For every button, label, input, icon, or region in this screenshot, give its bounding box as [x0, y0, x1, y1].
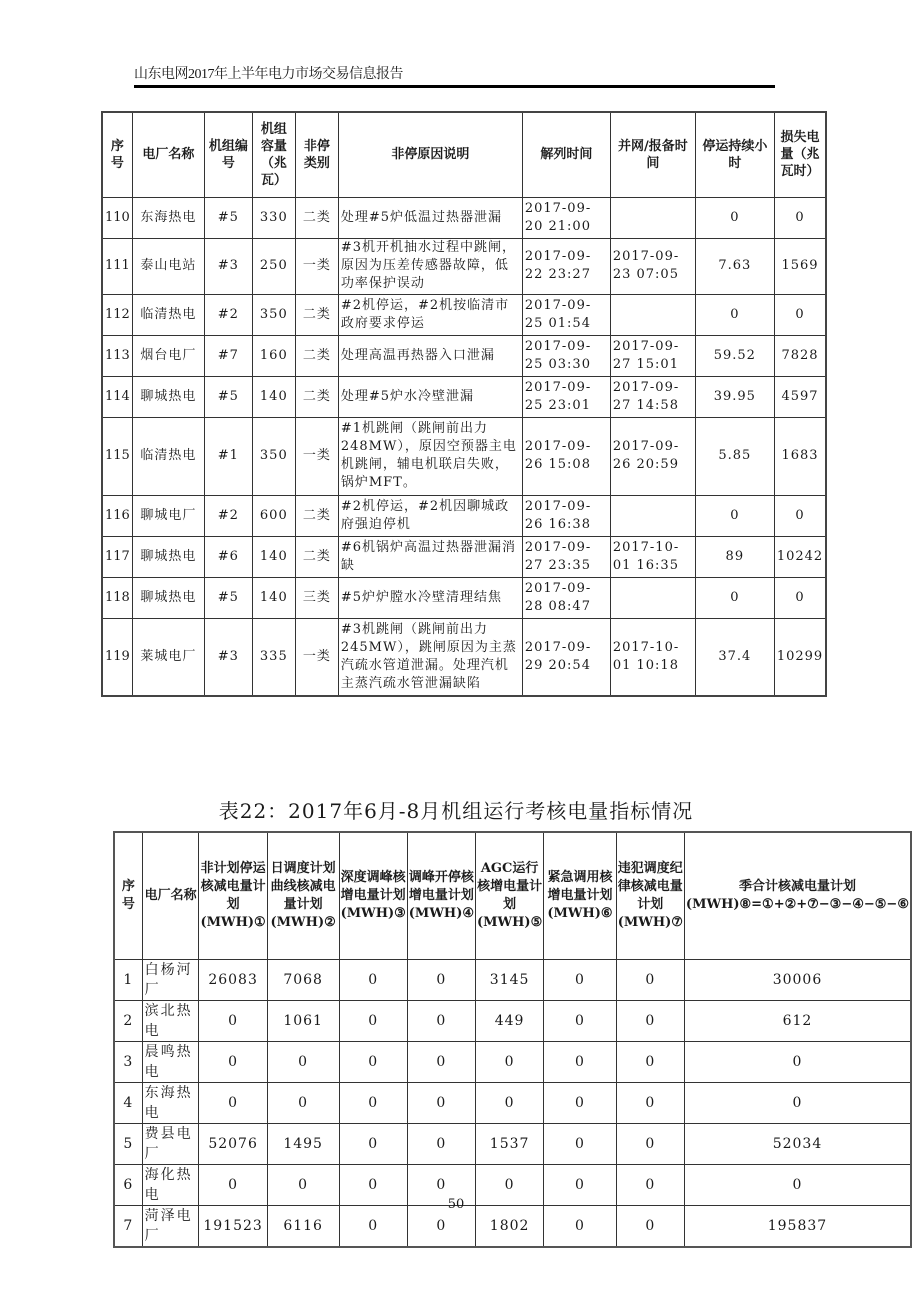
outage-category-cell: 一类: [295, 417, 338, 495]
on-grid-time-cell: 2017-09-26 20:59: [610, 417, 695, 495]
peak-startstop-cell: 0: [407, 1082, 475, 1123]
deep-peak-cell: 0: [339, 1123, 407, 1164]
col-header-on-time: 并网/报备时间: [610, 112, 695, 197]
deep-peak-cell: 0: [339, 1082, 407, 1123]
unit-number-cell: #5: [204, 376, 252, 417]
outage-reason-cell: #3机跳闸（跳闸前出力245MW），跳闸原因为主蒸汽疏水管道泄漏。处理汽机主蒸汽疏水管泄漏缺陷: [338, 618, 522, 696]
unit-number-cell: #1: [204, 417, 252, 495]
capacity-cell: 600: [252, 495, 295, 536]
agc-cell: 0: [476, 1082, 544, 1123]
violation-cell: 0: [616, 1164, 684, 1205]
outage-hours-cell: 0: [695, 495, 774, 536]
outage-table: [101, 111, 827, 697]
table-row: [102, 417, 826, 495]
energy-loss-cell: 0: [774, 197, 826, 238]
quarter-total-cell: 0: [684, 1041, 911, 1082]
emergency-cell: 0: [544, 1123, 616, 1164]
off-grid-time-cell: 2017-09-25 03:30: [522, 335, 610, 376]
table-row: [102, 238, 826, 294]
outage-hours-cell: 37.4: [695, 618, 774, 696]
outage-hours-cell: 5.85: [695, 417, 774, 495]
deep-peak-cell: 0: [339, 959, 407, 1000]
agc-cell: 0: [476, 1164, 544, 1205]
capacity-cell: 250: [252, 238, 295, 294]
quarter-total-cell: 0: [684, 1082, 911, 1123]
unit-number-cell: #6: [204, 536, 252, 577]
quarter-total-cell: 0: [684, 1164, 911, 1205]
row-number-cell: 118: [102, 577, 132, 618]
table-row: [102, 495, 826, 536]
outage-category-cell: 二类: [295, 495, 338, 536]
row-number-cell: 112: [102, 294, 132, 335]
off-grid-time-cell: 2017-09-20 21:00: [522, 197, 610, 238]
capacity-cell: 140: [252, 376, 295, 417]
deep-peak-cell: 0: [339, 1041, 407, 1082]
col-header-agc: AGC运行核增电量计划(MWH)⑤: [476, 832, 544, 959]
col-header-daily-dispatch: 日调度计划曲线核减电量计划(MWH)②: [267, 832, 339, 959]
agc-cell: 449: [476, 1000, 544, 1041]
col-header-off-time: 解列时间: [522, 112, 610, 197]
deep-peak-cell: 0: [339, 1164, 407, 1205]
outage-hours-cell: 0: [695, 577, 774, 618]
plant-name-cell: 莱城电厂: [132, 618, 204, 696]
outage-category-cell: 二类: [295, 335, 338, 376]
row-number-cell: 3: [114, 1041, 142, 1082]
emergency-cell: 0: [544, 1000, 616, 1041]
on-grid-time-cell: 2017-10-01 16:35: [610, 536, 695, 577]
outage-reason-cell: 处理高温再热器入口泄漏: [338, 335, 522, 376]
capacity-cell: 160: [252, 335, 295, 376]
plant-name-cell: 聊城热电: [132, 577, 204, 618]
row-number-cell: 110: [102, 197, 132, 238]
row-number-cell: 111: [102, 238, 132, 294]
outage-category-cell: 一类: [295, 238, 338, 294]
row-number-cell: 116: [102, 495, 132, 536]
plant-name-cell: 泰山电站: [132, 238, 204, 294]
col-header-deep-peak: 深度调峰核增电量计划(MWH)③: [339, 832, 407, 959]
unit-number-cell: #7: [204, 335, 252, 376]
violation-cell: 0: [616, 1000, 684, 1041]
plant-name-cell: 费县电厂: [142, 1123, 199, 1164]
outage-reason-cell: 处理#5炉低温过热器泄漏: [338, 197, 522, 238]
daily-dispatch-cell: 0: [267, 1082, 339, 1123]
violation-cell: 0: [616, 959, 684, 1000]
table-row: [102, 618, 826, 696]
unit-number-cell: #3: [204, 618, 252, 696]
agc-cell: 1537: [476, 1123, 544, 1164]
off-grid-time-cell: 2017-09-26 16:38: [522, 495, 610, 536]
plant-name-cell: 东海热电: [132, 197, 204, 238]
unplanned-outage-cell: 0: [199, 1041, 267, 1082]
outage-hours-cell: 7.63: [695, 238, 774, 294]
plant-name-cell: 聊城热电: [132, 376, 204, 417]
table-row: [102, 335, 826, 376]
energy-loss-cell: 1569: [774, 238, 826, 294]
energy-loss-cell: 10299: [774, 618, 826, 696]
table-row: [102, 376, 826, 417]
peak-startstop-cell: 0: [407, 1000, 475, 1041]
table-row: [114, 1000, 911, 1041]
agc-cell: 1802: [476, 1205, 544, 1247]
plant-name-cell: 东海热电: [142, 1082, 199, 1123]
table-row: [102, 536, 826, 577]
col-header-loss: 损失电量（兆瓦时）: [774, 112, 826, 197]
row-number-cell: 115: [102, 417, 132, 495]
deep-peak-cell: 0: [339, 1205, 407, 1247]
row-number-cell: 119: [102, 618, 132, 696]
plant-name-cell: 晨鸣热电: [142, 1041, 199, 1082]
assessment-table-header-row: [114, 832, 911, 959]
plant-name-cell: 临清热电: [132, 294, 204, 335]
daily-dispatch-cell: 7068: [267, 959, 339, 1000]
unplanned-outage-cell: 26083: [199, 959, 267, 1000]
on-grid-time-cell: [610, 294, 695, 335]
off-grid-time-cell: 2017-09-26 15:08: [522, 417, 610, 495]
table-row: [114, 1041, 911, 1082]
capacity-cell: 140: [252, 577, 295, 618]
energy-loss-cell: 10242: [774, 536, 826, 577]
table-row: [114, 959, 911, 1000]
daily-dispatch-cell: 6116: [267, 1205, 339, 1247]
on-grid-time-cell: [610, 577, 695, 618]
capacity-cell: 350: [252, 417, 295, 495]
table-caption: 表22：2017年6月-8月机组运行考核电量指标情况: [218, 799, 694, 823]
outage-category-cell: 二类: [295, 376, 338, 417]
col-header-unplanned-outage: 非计划停运核减电量计划(MWH)①: [199, 832, 267, 959]
energy-loss-cell: 4597: [774, 376, 826, 417]
emergency-cell: 0: [544, 1205, 616, 1247]
header-rule: [134, 85, 775, 88]
energy-loss-cell: 0: [774, 294, 826, 335]
report-header-title: 山东电网2017年上半年电力市场交易信息报告: [134, 67, 403, 82]
capacity-cell: 350: [252, 294, 295, 335]
off-grid-time-cell: 2017-09-25 23:01: [522, 376, 610, 417]
page-number: 50: [447, 1197, 465, 1212]
emergency-cell: 0: [544, 1082, 616, 1123]
capacity-cell: 335: [252, 618, 295, 696]
plant-name-cell: 聊城热电: [132, 536, 204, 577]
table-row: [102, 577, 826, 618]
unit-number-cell: #2: [204, 495, 252, 536]
unit-number-cell: #2: [204, 294, 252, 335]
col-header-hours: 停运持续小时: [695, 112, 774, 197]
violation-cell: 0: [616, 1123, 684, 1164]
violation-cell: 0: [616, 1082, 684, 1123]
table-row: [102, 294, 826, 335]
energy-loss-cell: 0: [774, 577, 826, 618]
outage-hours-cell: 59.52: [695, 335, 774, 376]
row-number-cell: 117: [102, 536, 132, 577]
off-grid-time-cell: 2017-09-25 01:54: [522, 294, 610, 335]
energy-loss-cell: 0: [774, 495, 826, 536]
row-number-cell: 2: [114, 1000, 142, 1041]
unplanned-outage-cell: 191523: [199, 1205, 267, 1247]
col-header-capacity: 机组容量（兆瓦）: [252, 112, 295, 197]
plant-name-cell: 白杨河厂: [142, 959, 199, 1000]
outage-category-cell: 二类: [295, 294, 338, 335]
energy-loss-cell: 1683: [774, 417, 826, 495]
col-header-quarter-total: 季合计核减电量计划(MWH)⑧=①+②+⑦−③−④−⑤−⑥: [684, 832, 911, 959]
outage-category-cell: 二类: [295, 536, 338, 577]
unplanned-outage-cell: 52076: [199, 1123, 267, 1164]
agc-cell: 0: [476, 1041, 544, 1082]
quarter-total-cell: 195837: [684, 1205, 911, 1247]
daily-dispatch-cell: 1061: [267, 1000, 339, 1041]
emergency-cell: 0: [544, 1041, 616, 1082]
energy-loss-cell: 7828: [774, 335, 826, 376]
table-row: [114, 1082, 911, 1123]
peak-startstop-cell: 0: [407, 1041, 475, 1082]
outage-hours-cell: 0: [695, 294, 774, 335]
off-grid-time-cell: 2017-09-29 20:54: [522, 618, 610, 696]
daily-dispatch-cell: 0: [267, 1164, 339, 1205]
outage-reason-cell: #1机跳闸（跳闸前出力248MW），原因空预器主电机跳闸，辅电机联启失败，锅炉MFT。: [338, 417, 522, 495]
on-grid-time-cell: [610, 197, 695, 238]
col-header-plant: 电厂名称: [142, 832, 199, 959]
peak-startstop-cell: 0: [407, 959, 475, 1000]
assessment-table: [113, 831, 912, 1248]
on-grid-time-cell: 2017-09-27 14:58: [610, 376, 695, 417]
col-header-plant: 电厂名称: [132, 112, 204, 197]
unplanned-outage-cell: 0: [199, 1082, 267, 1123]
outage-category-cell: 二类: [295, 197, 338, 238]
off-grid-time-cell: 2017-09-28 08:47: [522, 577, 610, 618]
violation-cell: 0: [616, 1205, 684, 1247]
outage-category-cell: 一类: [295, 618, 338, 696]
agc-cell: 3145: [476, 959, 544, 1000]
peak-startstop-cell: 0: [407, 1164, 475, 1205]
outage-hours-cell: 89: [695, 536, 774, 577]
row-number-cell: 113: [102, 335, 132, 376]
outage-reason-cell: #2机停运，#2机因聊城政府强迫停机: [338, 495, 522, 536]
violation-cell: 0: [616, 1041, 684, 1082]
daily-dispatch-cell: 1495: [267, 1123, 339, 1164]
col-header-emergency: 紧急调用核增电量计划(MWH)⑥: [544, 832, 616, 959]
off-grid-time-cell: 2017-09-22 23:27: [522, 238, 610, 294]
plant-name-cell: 聊城电厂: [132, 495, 204, 536]
capacity-cell: 140: [252, 536, 295, 577]
unit-number-cell: #5: [204, 197, 252, 238]
quarter-total-cell: 30006: [684, 959, 911, 1000]
peak-startstop-cell: 0: [407, 1205, 475, 1247]
unplanned-outage-cell: 0: [199, 1164, 267, 1205]
quarter-total-cell: 612: [684, 1000, 911, 1041]
plant-name-cell: 临清热电: [132, 417, 204, 495]
daily-dispatch-cell: 0: [267, 1041, 339, 1082]
row-number-cell: 5: [114, 1123, 142, 1164]
peak-startstop-cell: 0: [407, 1123, 475, 1164]
quarter-total-cell: 52034: [684, 1123, 911, 1164]
outage-table-header-row: [102, 112, 826, 197]
emergency-cell: 0: [544, 959, 616, 1000]
outage-hours-cell: 0: [695, 197, 774, 238]
col-header-reason: 非停原因说明: [338, 112, 522, 197]
outage-reason-cell: #5炉炉膛水冷壁清理结焦: [338, 577, 522, 618]
unit-number-cell: #5: [204, 577, 252, 618]
col-header-unit: 机组编号: [204, 112, 252, 197]
plant-name-cell: 滨北热电: [142, 1000, 199, 1041]
row-number-cell: 4: [114, 1082, 142, 1123]
unit-number-cell: #3: [204, 238, 252, 294]
outage-category-cell: 三类: [295, 577, 338, 618]
col-header-category: 非停类别: [295, 112, 338, 197]
table-row: [102, 197, 826, 238]
col-header-no: 序号: [114, 832, 142, 959]
plant-name-cell: 菏泽电厂: [142, 1205, 199, 1247]
on-grid-time-cell: 2017-10-01 10:18: [610, 618, 695, 696]
outage-hours-cell: 39.95: [695, 376, 774, 417]
col-header-violation: 违犯调度纪律核减电量计划(MWH)⑦: [616, 832, 684, 959]
row-number-cell: 114: [102, 376, 132, 417]
on-grid-time-cell: 2017-09-27 15:01: [610, 335, 695, 376]
plant-name-cell: 烟台电厂: [132, 335, 204, 376]
row-number-cell: 7: [114, 1205, 142, 1247]
outage-reason-cell: #3机开机抽水过程中跳闸，原因为压差传感器故障，低功率保护误动: [338, 238, 522, 294]
col-header-peak-startstop: 调峰开停核增电量计划(MWH)④: [407, 832, 475, 959]
outage-reason-cell: #6机锅炉高温过热器泄漏消缺: [338, 536, 522, 577]
capacity-cell: 330: [252, 197, 295, 238]
on-grid-time-cell: 2017-09-23 07:05: [610, 238, 695, 294]
unplanned-outage-cell: 0: [199, 1000, 267, 1041]
outage-reason-cell: 处理#5炉水冷壁泄漏: [338, 376, 522, 417]
on-grid-time-cell: [610, 495, 695, 536]
row-number-cell: 1: [114, 959, 142, 1000]
emergency-cell: 0: [544, 1164, 616, 1205]
plant-name-cell: 海化热电: [142, 1164, 199, 1205]
outage-reason-cell: #2机停运，#2机按临清市政府要求停运: [338, 294, 522, 335]
row-number-cell: 6: [114, 1164, 142, 1205]
off-grid-time-cell: 2017-09-27 23:35: [522, 536, 610, 577]
col-header-no: 序号: [102, 112, 132, 197]
table-row: [114, 1123, 911, 1164]
deep-peak-cell: 0: [339, 1000, 407, 1041]
